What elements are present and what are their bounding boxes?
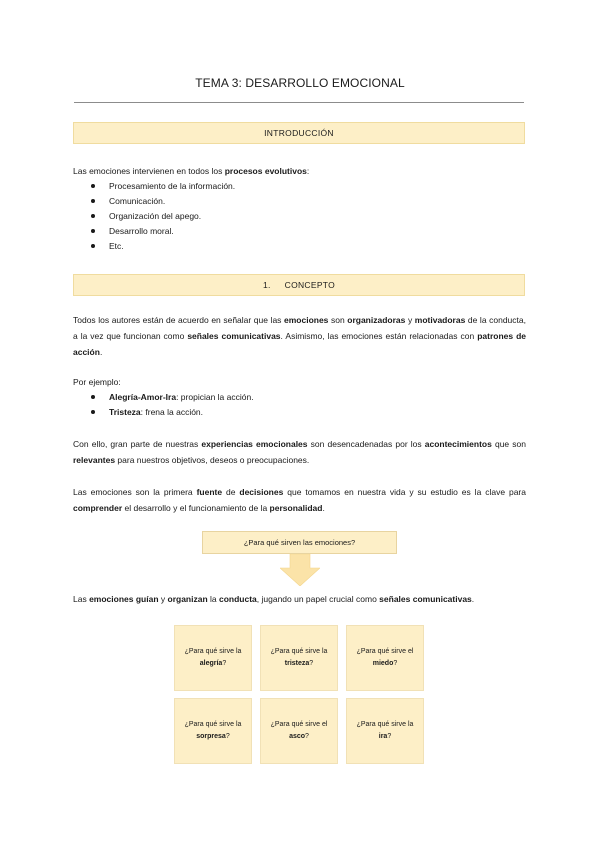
- card-question: ¿Para qué sirve el: [356, 648, 414, 655]
- text-bold: señales comunicativas: [379, 594, 472, 604]
- concepto-paragraph-1: [73, 312, 526, 360]
- text-run: Las emociones intervienen en todos los: [73, 166, 225, 176]
- question-box: ¿Para qué sirven las emociones?: [202, 531, 397, 554]
- list-item: [73, 390, 254, 405]
- card-text: [271, 646, 328, 670]
- card-emotion: tristeza: [284, 660, 310, 667]
- text-run: la: [207, 594, 219, 604]
- section-heading-label: CONCEPTO: [284, 280, 336, 290]
- text-run: , jugando un papel crucial como: [256, 594, 380, 604]
- text-run: que tomamos en nuestra vida y su estudio es la clave para: [283, 487, 526, 497]
- emotion-card-miedo: [346, 625, 424, 691]
- title-divider: [74, 102, 524, 103]
- down-arrow-icon: [280, 554, 320, 586]
- text-bold: relevantes: [73, 455, 116, 465]
- text-run: Con ello, gran parte de nuestras: [73, 439, 202, 449]
- text-run: son: [328, 315, 348, 325]
- emotion-card-asco: [260, 698, 338, 764]
- text-bold: comprender: [73, 503, 123, 513]
- page-title: TEMA 3: DESARROLLO EMOCIONAL: [195, 76, 405, 90]
- text-bold: experiencias emocionales: [201, 439, 308, 449]
- text-bold: emociones guían: [89, 594, 159, 604]
- text-bold: motivadoras: [414, 315, 466, 325]
- text-run: .: [99, 347, 103, 357]
- text-run: de la conducta, a la vez que funcionan como: [73, 315, 526, 341]
- text-run: y: [158, 594, 168, 604]
- card-emotion: ira: [378, 733, 388, 740]
- text-bold: emociones: [284, 315, 329, 325]
- list-item: Organización del apego.: [73, 209, 235, 224]
- emotion-card-alegria: [174, 625, 252, 691]
- card-end: ?: [309, 660, 314, 667]
- text-run: y: [405, 315, 415, 325]
- text-bold: acontecimientos: [424, 439, 492, 449]
- section-heading-introduccion: [73, 122, 525, 144]
- text-bold: conducta: [219, 594, 257, 604]
- list-item: Comunicación.: [73, 194, 235, 209]
- text-run: .: [322, 503, 325, 513]
- text-run: que son: [491, 439, 526, 449]
- text-run: : propician la acción.: [176, 392, 254, 402]
- card-text: [185, 646, 242, 670]
- card-text: [185, 719, 242, 743]
- text-run: son desencadenadas por los: [307, 439, 425, 449]
- text-bold: organizan: [167, 594, 208, 604]
- text-bold: procesos evolutivos: [224, 166, 307, 176]
- card-end: ?: [225, 733, 230, 740]
- card-question: ¿Para qué sirve la: [270, 648, 328, 655]
- card-text: [271, 719, 328, 743]
- list-item: [73, 405, 254, 420]
- text-bold: decisiones: [239, 487, 284, 497]
- card-emotion: miedo: [372, 660, 394, 667]
- card-end: ?: [393, 660, 398, 667]
- section-heading-concepto: [73, 274, 525, 296]
- text-run: Las: [73, 594, 90, 604]
- text-run: .: [471, 594, 475, 604]
- card-end: ?: [222, 660, 227, 667]
- text-bold: patrones de acción: [73, 331, 527, 357]
- list-item: Etc.: [73, 239, 235, 254]
- card-end: ?: [387, 733, 392, 740]
- text-bold: personalidad: [269, 503, 323, 513]
- text-run: el desarrollo y el funcionamiento de la: [122, 503, 270, 513]
- text-bold: fuente: [196, 487, 223, 497]
- card-emotion: sorpresa: [196, 733, 226, 740]
- card-question: ¿Para qué sirve el: [270, 721, 328, 728]
- example-intro: Por ejemplo:: [73, 377, 121, 387]
- examples-list: [73, 390, 254, 420]
- card-emotion: asco: [289, 733, 306, 740]
- text-run: :: [306, 166, 310, 176]
- text-run: . Asimismo, las emociones están relacionadas con: [280, 331, 478, 341]
- card-text: [357, 646, 414, 670]
- card-text: [357, 719, 414, 743]
- concepto-paragraph-2: [73, 436, 526, 468]
- emotion-card-sorpresa: [174, 698, 252, 764]
- section-number: 1.: [262, 280, 271, 290]
- text-bold: organizadoras: [347, 315, 406, 325]
- text-run: para nuestros objetivos, deseos o preocupaciones.: [115, 455, 310, 465]
- text-run: : frena la acción.: [140, 407, 204, 417]
- arrow-shape: [280, 554, 320, 586]
- concepto-paragraph-4: [73, 591, 526, 607]
- list-item: Desarrollo moral.: [73, 224, 235, 239]
- text-bold: Alegría-Amor-Ira: [109, 392, 177, 402]
- card-question: ¿Para qué sirve la: [356, 721, 414, 728]
- card-question: ¿Para qué sirve la: [184, 721, 242, 728]
- emotion-card-ira: [346, 698, 424, 764]
- emotion-card-tristeza: [260, 625, 338, 691]
- section-heading-label: INTRODUCCIÓN: [264, 128, 334, 138]
- card-end: ?: [305, 733, 309, 740]
- intro-paragraph: [73, 163, 526, 179]
- text-run: Las emociones son la primera: [73, 487, 197, 497]
- card-question: ¿Para qué sirve la: [184, 648, 242, 655]
- card-emotion: alegría: [199, 660, 223, 667]
- list-item: Procesamiento de la información.: [73, 179, 235, 194]
- concepto-paragraph-3: [73, 484, 526, 516]
- text-bold: señales comunicativas: [187, 331, 281, 341]
- text-run: de: [222, 487, 240, 497]
- text-run: Todos los autores están de acuerdo en señalar que las: [73, 315, 284, 325]
- text-bold: Tristeza: [109, 407, 141, 417]
- intro-bullet-list: [73, 179, 235, 254]
